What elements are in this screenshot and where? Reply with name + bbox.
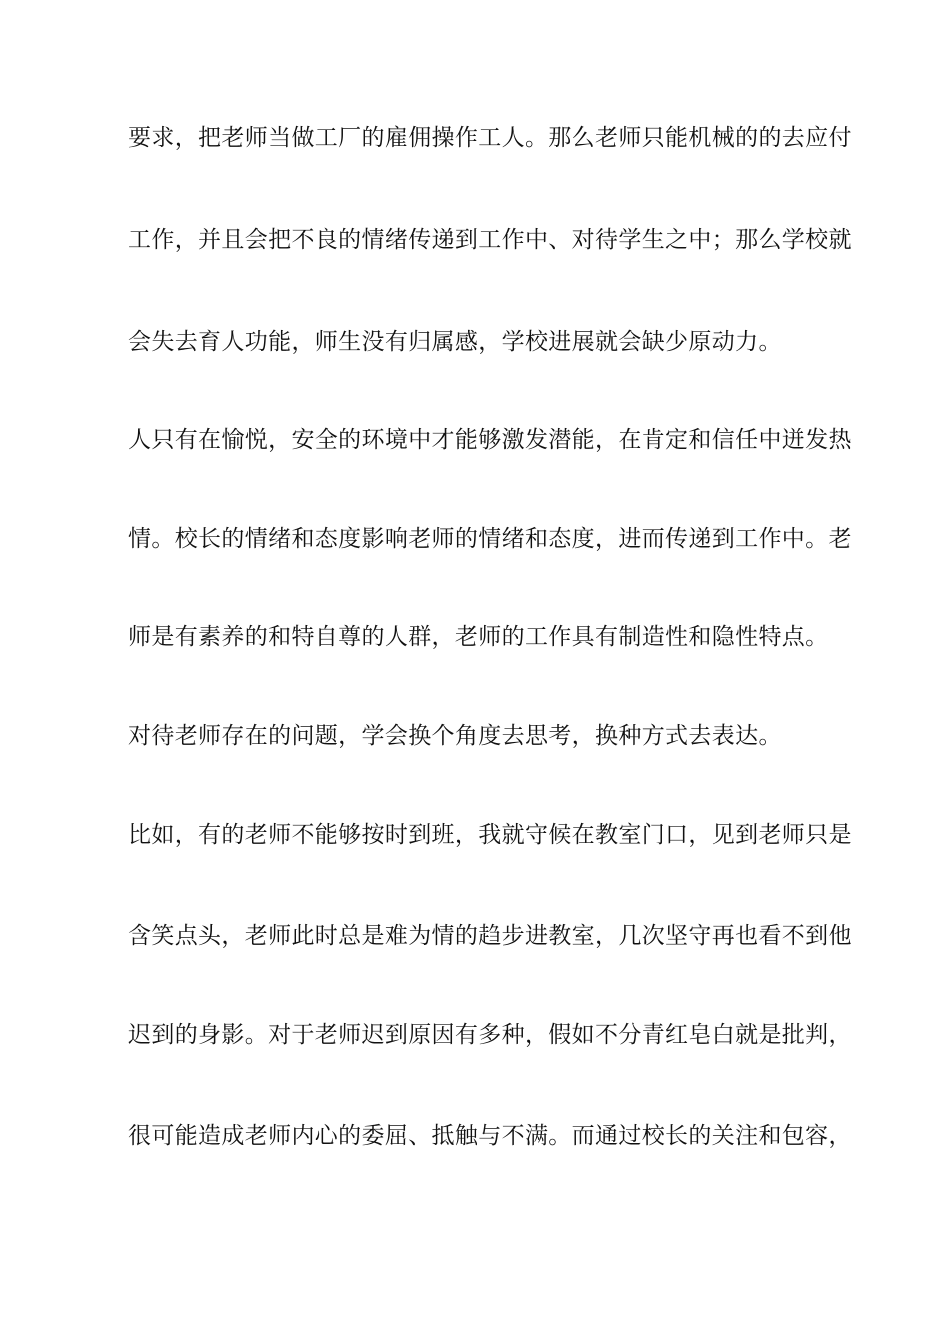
text-line: 要求，把老师当做工厂的雇佣操作工人。那么老师只能机械的的去应付 bbox=[128, 125, 852, 151]
text-line: 工作，并且会把不良的情绪传递到工作中、对待学生之中；那么学校就 bbox=[128, 227, 852, 253]
text-line: 人只有在愉悦，安全的环境中才能够激发潜能，在肯定和信任中迸发热 bbox=[128, 427, 852, 453]
text-line: 师是有素养的和特自尊的人群，老师的工作具有制造性和隐性特点。 bbox=[128, 624, 829, 650]
text-line: 比如，有的老师不能够按时到班，我就守候在教室门口，见到老师只是 bbox=[128, 822, 852, 848]
text-line: 情。校长的情绪和态度影响老师的情绪和态度，进而传递到工作中。老 bbox=[128, 526, 852, 552]
text-line: 会失去育人功能，师生没有归属感，学校进展就会缺少原动力。 bbox=[128, 329, 782, 355]
text-line: 对待老师存在的问题，学会换个角度去思考，换种方式去表达。 bbox=[128, 723, 782, 749]
text-line: 含笑点头，老师此时总是难为情的趋步进教室，几次坚守再也看不到他 bbox=[128, 923, 852, 949]
text-line: 迟到的身影。对于老师迟到原因有多种，假如不分青红皂白就是批判， bbox=[128, 1022, 852, 1048]
text-line: 很可能造成老师内心的委屈、抵触与不满。而通过校长的关注和包容， bbox=[128, 1123, 852, 1149]
